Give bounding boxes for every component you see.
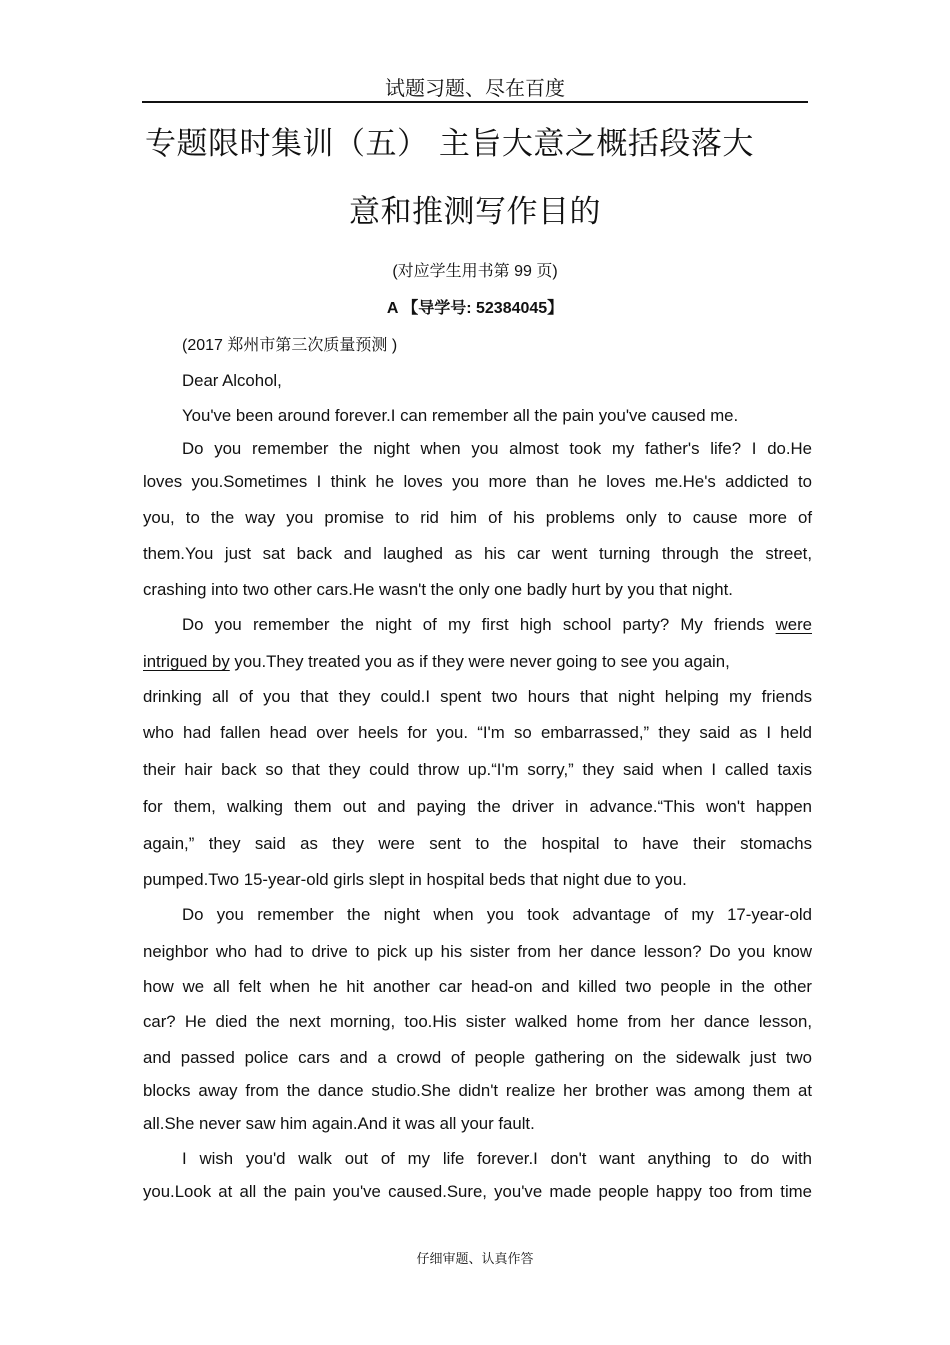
opening-line: You've been around forever.I can remember all the pain you've caused me.	[182, 406, 739, 425]
text-line: again,” they said as they were sent to the hospital to have their stomachs	[143, 834, 812, 853]
underlined-phrase: intrigued by	[143, 652, 230, 671]
text-segment: you.They treated you as if they were never going to see you again,	[229, 652, 730, 671]
text-line: loves you.Sometimes I think he loves you more than he loves me.He's addicted to	[143, 472, 812, 491]
text-line: for them, walking them out and paying the driver in advance.“This won't happen	[143, 797, 812, 816]
guide-number: A 【导学号: 52384045】	[386, 300, 564, 317]
text-line: crashing into two other cars.He wasn't the only one badly hurt by you that night.	[143, 580, 733, 599]
text-line	[143, 651, 812, 673]
text-line: car? He died the next morning, too.His sister walked home from her dance lesson,	[143, 1012, 812, 1031]
page-header: 试题习题、尽在百度	[385, 76, 565, 100]
title-line-1: 专题限时集训（五） 主旨大意之概括段落大	[145, 126, 754, 162]
page-footer: 仔细审题、认真作答	[416, 1252, 534, 1267]
text-line: Do you remember the night when you almost took my father's life? I do.He	[182, 439, 812, 458]
text-line: and passed police cars and a crowd of people gathering on the sidewalk just two	[143, 1048, 812, 1067]
title-line-2: 意和推测写作目的	[349, 194, 601, 230]
header-rule	[142, 101, 808, 103]
text-line: their hair back so that they could throw up.“I'm sorry,” they said when I called taxis	[143, 760, 812, 779]
text-line: who had fallen head over heels for you. “I'm so embarrassed,” they said as I held	[143, 723, 812, 742]
text-line: them.You just sat back and laughed as his car went turning through the street,	[143, 544, 812, 563]
text-line: Do you remember the night when you took advantage of my 17-year-old	[182, 905, 812, 924]
underlined-phrase: were	[775, 615, 812, 634]
source-line: (2017 郑州市第三次质量预测 )	[182, 337, 398, 354]
text-segment: Do you remember the night of my first high school party? My friends	[182, 615, 765, 634]
text-line: drinking all of you that they could.I spent two hours that night helping my friends	[143, 687, 812, 706]
text-line: all.She never saw him again.And it was all your fault.	[143, 1114, 535, 1133]
text-line: you.Look at all the pain you've caused.Sure, you've made people happy too from time	[143, 1182, 812, 1201]
text-line: I wish you'd walk out of my life forever.I don't want anything to do with	[182, 1149, 812, 1168]
text-line: how we all felt when he hit another car head-on and killed two people in the other	[143, 977, 812, 996]
text-line: you, to the way you promise to rid him of his problems only to cause more of	[143, 508, 812, 527]
text-line: pumped.Two 15-year-old girls slept in hospital beds that night due to you.	[143, 870, 687, 889]
greeting: Dear Alcohol,	[182, 371, 282, 390]
book-reference: (对应学生用书第 99 页)	[392, 263, 558, 280]
text-line: neighbor who had to drive to pick up his sister from her dance lesson? Do you know	[143, 942, 812, 961]
text-line	[182, 614, 812, 636]
text-line: blocks away from the dance studio.She didn't realize her brother was among them at	[143, 1081, 812, 1100]
